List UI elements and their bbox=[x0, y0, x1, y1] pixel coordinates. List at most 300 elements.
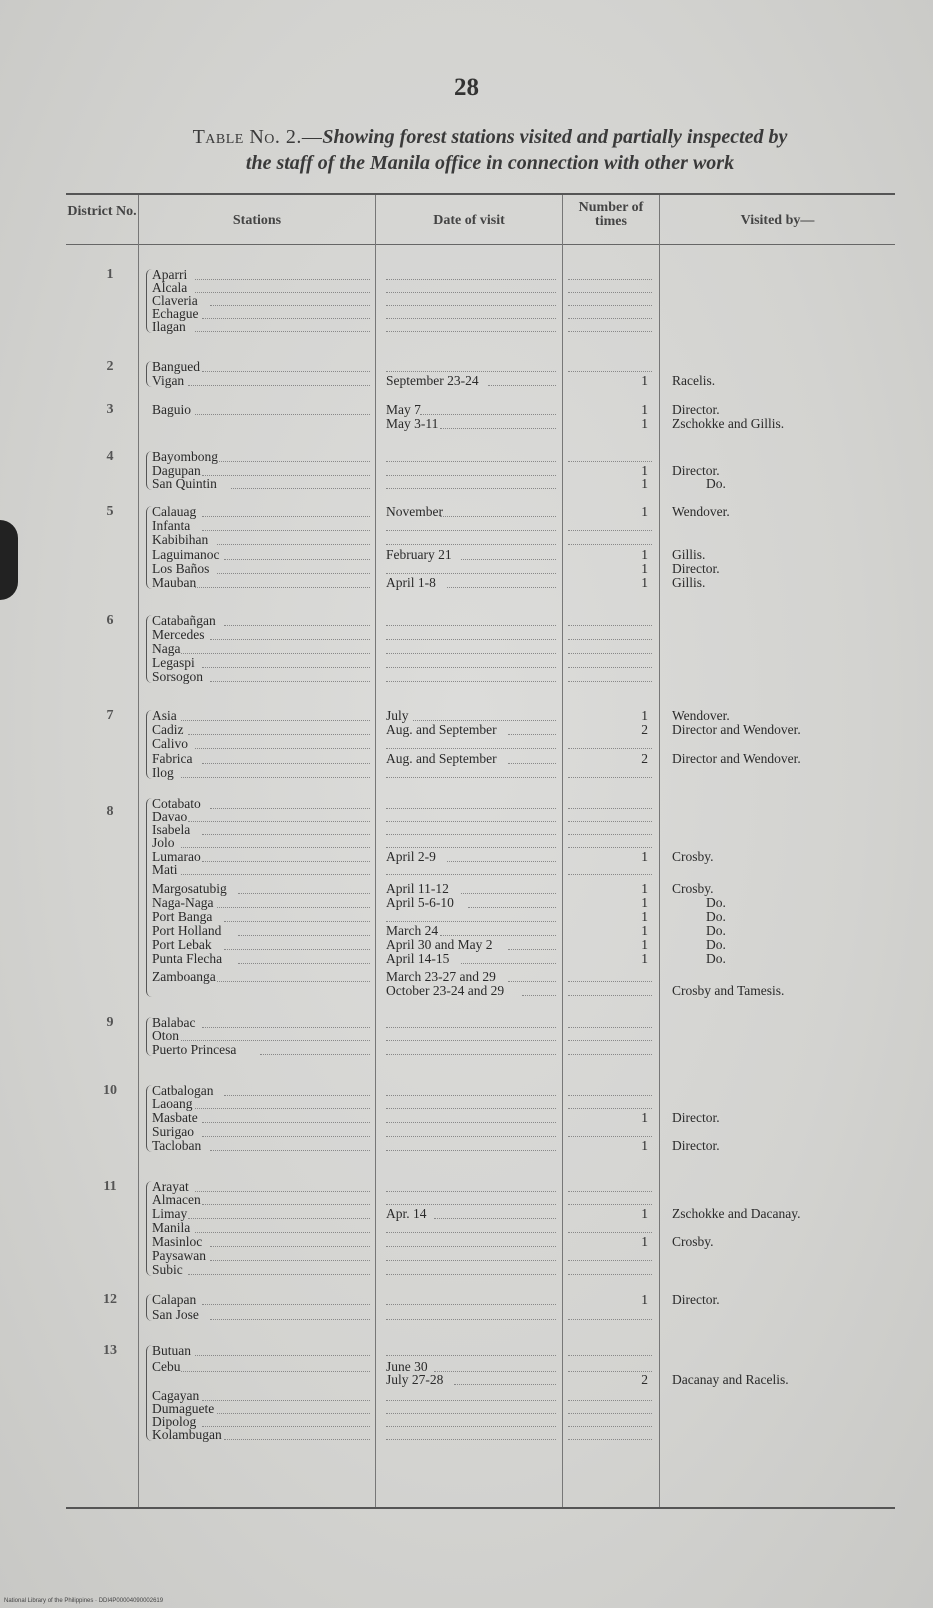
visited-by: Wendover. bbox=[672, 708, 730, 723]
leader-dots bbox=[210, 681, 370, 682]
leader-dots bbox=[568, 544, 652, 545]
column-rule bbox=[375, 195, 376, 1507]
leader-dots bbox=[224, 921, 370, 922]
leader-dots bbox=[195, 1232, 370, 1233]
station-name: Punta Flecha bbox=[152, 951, 223, 966]
leader-dots bbox=[386, 874, 556, 875]
station-name: Puerto Princesa bbox=[152, 1042, 237, 1057]
visited-by: Director and Wendover. bbox=[672, 751, 801, 766]
leader-dots bbox=[386, 808, 556, 809]
district-number: 9 bbox=[106, 1015, 114, 1030]
district-brace bbox=[146, 1017, 152, 1056]
visited-by: Dacanay and Racelis. bbox=[672, 1372, 789, 1387]
visit-count: 1 bbox=[641, 476, 648, 491]
district-number: 7 bbox=[106, 708, 114, 723]
visit-count: 2 bbox=[641, 722, 648, 737]
visit-date: May 7 bbox=[386, 402, 421, 417]
visit-count: 1 bbox=[641, 561, 648, 576]
district-brace bbox=[146, 361, 152, 387]
station-name: Claveria bbox=[152, 293, 198, 308]
visited-by: Crosby. bbox=[672, 1234, 714, 1249]
visit-date: April 30 and May 2 bbox=[386, 937, 493, 952]
leader-dots bbox=[217, 1413, 370, 1414]
leader-dots bbox=[195, 1191, 370, 1192]
leader-dots bbox=[202, 1400, 370, 1401]
visited-by: Director. bbox=[672, 1292, 720, 1307]
leader-dots bbox=[386, 1108, 556, 1109]
district-number: 3 bbox=[106, 402, 114, 417]
leader-dots bbox=[508, 734, 556, 735]
leader-dots bbox=[447, 587, 556, 588]
leader-dots bbox=[568, 1204, 652, 1205]
district-number: 10 bbox=[103, 1083, 117, 1098]
leader-dots bbox=[386, 1355, 556, 1356]
station-name: Naga bbox=[152, 641, 181, 656]
leader-dots bbox=[386, 1204, 556, 1205]
station-name: Bangued bbox=[152, 359, 200, 374]
district-brace bbox=[146, 710, 152, 779]
leader-dots bbox=[568, 1274, 652, 1275]
station-name: Manila bbox=[152, 1220, 191, 1235]
district-number: 12 bbox=[103, 1292, 117, 1307]
visited-by: Director. bbox=[672, 463, 720, 478]
leader-dots bbox=[210, 1246, 370, 1247]
station-name: Kolambugan bbox=[152, 1427, 222, 1442]
caption-line-1: Showing forest stations visited and partially inspected by bbox=[322, 126, 788, 148]
scan-blot bbox=[0, 520, 18, 600]
visit-count: 1 bbox=[641, 402, 648, 417]
leader-dots bbox=[202, 1027, 370, 1028]
leader-dots bbox=[386, 1027, 556, 1028]
station-name: Subic bbox=[152, 1262, 183, 1277]
visit-count: 1 bbox=[641, 909, 648, 924]
leader-dots bbox=[386, 1232, 556, 1233]
station-name: Ilagan bbox=[152, 319, 186, 334]
header-district bbox=[66, 195, 138, 245]
leader-dots bbox=[238, 893, 370, 894]
leader-dots bbox=[386, 305, 556, 306]
leader-dots bbox=[386, 573, 556, 574]
leader-dots bbox=[195, 1355, 370, 1356]
station-name: Dipolog bbox=[152, 1414, 197, 1429]
leader-dots bbox=[181, 777, 370, 778]
leader-dots bbox=[568, 639, 652, 640]
header-times bbox=[563, 195, 659, 245]
visit-count: 1 bbox=[641, 1110, 648, 1125]
visit-date: September 23-24 bbox=[386, 373, 479, 388]
station-name: Fabrica bbox=[152, 751, 193, 766]
leader-dots bbox=[447, 861, 556, 862]
station-name: Legaspi bbox=[152, 655, 195, 670]
visited-by: Director. bbox=[672, 402, 720, 417]
leader-dots bbox=[568, 777, 652, 778]
visited-by: Racelis. bbox=[672, 373, 716, 388]
leader-dots bbox=[386, 1150, 556, 1151]
leader-dots bbox=[508, 949, 556, 950]
station-name: Mati bbox=[152, 862, 178, 877]
page-number: 28 bbox=[454, 74, 479, 101]
station-name: Sorsogon bbox=[152, 669, 204, 684]
leader-dots bbox=[568, 461, 652, 462]
leader-dots bbox=[386, 1122, 556, 1123]
station-name: Mercedes bbox=[152, 627, 205, 642]
stations-table bbox=[66, 193, 895, 1509]
station-name: Almacen bbox=[152, 1192, 201, 1207]
station-name: Butuan bbox=[152, 1343, 191, 1358]
leader-dots bbox=[210, 1319, 370, 1320]
leader-dots bbox=[210, 1150, 370, 1151]
leader-dots bbox=[386, 475, 556, 476]
leader-dots bbox=[568, 1136, 652, 1137]
station-name: Los Baños bbox=[152, 561, 210, 576]
station-name: Dumaguete bbox=[152, 1401, 215, 1416]
visit-count: 1 bbox=[641, 575, 648, 590]
leader-dots bbox=[522, 995, 556, 996]
district-brace bbox=[146, 1294, 152, 1321]
visited-by: Crosby. bbox=[672, 881, 714, 896]
visited-by: Do. bbox=[706, 937, 726, 952]
district-number: 11 bbox=[103, 1179, 117, 1194]
station-name: Cagayan bbox=[152, 1388, 200, 1403]
visited-by: Crosby and Tamesis. bbox=[672, 983, 785, 998]
leader-dots bbox=[386, 847, 556, 848]
visit-count: 1 bbox=[641, 1234, 648, 1249]
station-name: Margosatubig bbox=[152, 881, 227, 896]
leader-dots bbox=[181, 653, 370, 654]
leader-dots bbox=[568, 995, 652, 996]
leader-dots bbox=[181, 847, 370, 848]
leader-dots bbox=[210, 639, 370, 640]
leader-dots bbox=[434, 1371, 556, 1372]
station-name: Limay bbox=[152, 1206, 188, 1221]
visited-by: Gillis. bbox=[672, 575, 706, 590]
visited-by: Director. bbox=[672, 561, 720, 576]
leader-dots bbox=[568, 1413, 652, 1414]
leader-dots bbox=[386, 371, 556, 372]
leader-dots bbox=[195, 1108, 370, 1109]
leader-dots bbox=[188, 734, 370, 735]
leader-dots bbox=[202, 861, 370, 862]
leader-dots bbox=[568, 1095, 652, 1096]
leader-dots bbox=[568, 1191, 652, 1192]
station-name: Aparri bbox=[152, 267, 188, 282]
visit-count: 1 bbox=[641, 1292, 648, 1307]
leader-dots bbox=[568, 279, 652, 280]
visited-by: Director. bbox=[672, 1110, 720, 1125]
leader-dots bbox=[568, 847, 652, 848]
leader-dots bbox=[188, 385, 370, 386]
visit-count: 1 bbox=[641, 849, 648, 864]
station-name: Port Lebak bbox=[152, 937, 212, 952]
leader-dots bbox=[386, 279, 556, 280]
station-name: Cotabato bbox=[152, 796, 201, 811]
visit-count: 2 bbox=[641, 1372, 648, 1387]
leader-dots bbox=[202, 530, 370, 531]
visit-date: April 11-12 bbox=[386, 881, 449, 896]
leader-dots bbox=[217, 981, 370, 982]
station-name: Balabac bbox=[152, 1015, 196, 1030]
visit-date: June 30 bbox=[386, 1359, 428, 1374]
district-number: 6 bbox=[106, 613, 114, 628]
visit-count: 1 bbox=[641, 373, 648, 388]
district-number: 5 bbox=[106, 504, 114, 519]
leader-dots bbox=[188, 821, 370, 822]
header-stations bbox=[139, 195, 375, 245]
leader-dots bbox=[420, 414, 556, 415]
leader-dots bbox=[210, 808, 370, 809]
station-name: Catabañgan bbox=[152, 613, 216, 628]
station-name: Calauag bbox=[152, 504, 197, 519]
visited-by: Do. bbox=[706, 476, 726, 491]
leader-dots bbox=[386, 331, 556, 332]
station-name: Isabela bbox=[152, 822, 191, 837]
leader-dots bbox=[202, 834, 370, 835]
visit-date: April 14-15 bbox=[386, 951, 450, 966]
leader-dots bbox=[568, 331, 652, 332]
leader-dots bbox=[238, 963, 370, 964]
district-brace bbox=[146, 269, 152, 333]
leader-dots bbox=[568, 834, 652, 835]
leader-dots bbox=[386, 625, 556, 626]
leader-dots bbox=[217, 544, 370, 545]
leader-dots bbox=[195, 279, 370, 280]
visited-by: Zschokke and Dacanay. bbox=[672, 1206, 801, 1221]
leader-dots bbox=[568, 1426, 652, 1427]
visit-date: March 23-27 and 29 bbox=[386, 969, 496, 984]
table-caption bbox=[70, 124, 910, 176]
district-brace bbox=[146, 506, 152, 589]
station-name: Dagupan bbox=[152, 463, 201, 478]
leader-dots bbox=[386, 1054, 556, 1055]
leader-dots bbox=[202, 1304, 370, 1305]
station-name: Calivo bbox=[152, 736, 188, 751]
station-name: Arayat bbox=[152, 1179, 189, 1194]
leader-dots bbox=[568, 653, 652, 654]
header-date-label: Date of visit bbox=[433, 213, 505, 228]
leader-dots bbox=[568, 1319, 652, 1320]
district-number: 13 bbox=[103, 1343, 117, 1358]
column-rule bbox=[138, 195, 139, 1507]
leader-dots bbox=[568, 1054, 652, 1055]
leader-dots bbox=[238, 935, 370, 936]
leader-dots bbox=[202, 1122, 370, 1123]
leader-dots bbox=[568, 318, 652, 319]
leader-dots bbox=[224, 949, 370, 950]
caption-lead: Table No. 2.— bbox=[192, 126, 323, 148]
leader-dots bbox=[386, 1274, 556, 1275]
station-name: Port Holland bbox=[152, 923, 222, 938]
visited-by: Zschokke and Gillis. bbox=[672, 416, 785, 431]
station-name: Surigao bbox=[152, 1124, 194, 1139]
leader-dots bbox=[468, 907, 556, 908]
station-name: Asia bbox=[152, 708, 177, 723]
leader-dots bbox=[568, 808, 652, 809]
leader-dots bbox=[568, 1400, 652, 1401]
leader-dots bbox=[386, 1413, 556, 1414]
leader-dots bbox=[461, 963, 556, 964]
leader-dots bbox=[195, 587, 370, 588]
leader-dots bbox=[195, 414, 370, 415]
leader-dots bbox=[568, 1027, 652, 1028]
leader-dots bbox=[568, 1260, 652, 1261]
leader-dots bbox=[386, 530, 556, 531]
leader-dots bbox=[210, 1260, 370, 1261]
leader-dots bbox=[386, 461, 556, 462]
header-stations-label: Stations bbox=[232, 213, 282, 228]
visit-count: 1 bbox=[641, 923, 648, 938]
station-name: Naga-Naga bbox=[152, 895, 214, 910]
district-number: 4 bbox=[106, 449, 114, 464]
leader-dots bbox=[568, 667, 652, 668]
visit-count: 1 bbox=[641, 1138, 648, 1153]
station-name: Zamboanga bbox=[152, 969, 216, 984]
visit-count: 1 bbox=[641, 463, 648, 478]
leader-dots bbox=[568, 748, 652, 749]
header-times-label: Number of times bbox=[578, 200, 644, 229]
leader-dots bbox=[454, 1384, 556, 1385]
leader-dots bbox=[568, 371, 652, 372]
station-name: Alcala bbox=[152, 280, 188, 295]
station-name: Echague bbox=[152, 306, 199, 321]
district-number: 1 bbox=[106, 267, 114, 282]
leader-dots bbox=[386, 653, 556, 654]
visit-date: April 1-8 bbox=[386, 575, 436, 590]
station-name: Laoang bbox=[152, 1096, 193, 1111]
visited-by: Do. bbox=[706, 895, 726, 910]
district-brace bbox=[146, 615, 152, 683]
district-number: 8 bbox=[106, 804, 114, 819]
leader-dots bbox=[188, 1218, 370, 1219]
station-name: Cadiz bbox=[152, 722, 184, 737]
leader-dots bbox=[202, 1426, 370, 1427]
visit-date: February 21 bbox=[386, 547, 452, 562]
leader-dots bbox=[210, 305, 370, 306]
leader-dots bbox=[188, 1274, 370, 1275]
district-brace bbox=[146, 1085, 152, 1152]
leader-dots bbox=[568, 1040, 652, 1041]
visit-date: Aug. and September bbox=[386, 722, 497, 737]
station-name: San Quintin bbox=[152, 476, 217, 491]
leader-dots bbox=[202, 763, 370, 764]
station-name: Davao bbox=[152, 809, 188, 824]
leader-dots bbox=[386, 1040, 556, 1041]
station-name: Mauban bbox=[152, 575, 197, 590]
visited-by: Gillis. bbox=[672, 547, 706, 562]
visited-by: Director and Wendover. bbox=[672, 722, 801, 737]
station-name: Kabibihan bbox=[152, 532, 209, 547]
station-name: Cebu bbox=[152, 1359, 181, 1374]
leader-dots bbox=[231, 488, 370, 489]
station-name: Oton bbox=[152, 1028, 179, 1043]
leader-dots bbox=[386, 921, 556, 922]
district-brace bbox=[146, 1181, 152, 1276]
leader-dots bbox=[181, 1371, 370, 1372]
leader-dots bbox=[386, 748, 556, 749]
district-brace bbox=[146, 798, 152, 997]
leader-dots bbox=[386, 777, 556, 778]
leader-dots bbox=[488, 385, 556, 386]
leader-dots bbox=[568, 821, 652, 822]
leader-dots bbox=[202, 1136, 370, 1137]
leader-dots bbox=[386, 1191, 556, 1192]
leader-dots bbox=[386, 1439, 556, 1440]
visit-date: March 24 bbox=[386, 923, 439, 938]
leader-dots bbox=[224, 559, 370, 560]
visit-date: Aug. and September bbox=[386, 751, 497, 766]
leader-dots bbox=[568, 1232, 652, 1233]
header-date bbox=[376, 195, 562, 245]
station-name: Lumarao bbox=[152, 849, 201, 864]
leader-dots bbox=[386, 1136, 556, 1137]
leader-dots bbox=[195, 292, 370, 293]
leader-dots bbox=[440, 935, 556, 936]
leader-dots bbox=[386, 1400, 556, 1401]
visit-date: November bbox=[386, 504, 443, 519]
leader-dots bbox=[568, 1355, 652, 1356]
leader-dots bbox=[386, 834, 556, 835]
station-name: San Jose bbox=[152, 1307, 199, 1322]
visited-by: Do. bbox=[706, 923, 726, 938]
leader-dots bbox=[386, 639, 556, 640]
district-number: 2 bbox=[106, 359, 114, 374]
leader-dots bbox=[386, 1260, 556, 1261]
leader-dots bbox=[568, 530, 652, 531]
leader-dots bbox=[224, 1439, 370, 1440]
header-visited bbox=[660, 195, 895, 245]
station-name: Baguio bbox=[152, 402, 191, 417]
leader-dots bbox=[568, 681, 652, 682]
library-footer: National Library of the Philippines · DDI4P00004090002619 bbox=[4, 1598, 164, 1604]
leader-dots bbox=[568, 874, 652, 875]
visit-date: April 5-6-10 bbox=[386, 895, 454, 910]
station-name: Catbalogan bbox=[152, 1083, 214, 1098]
leader-dots bbox=[202, 475, 370, 476]
leader-dots bbox=[386, 1304, 556, 1305]
leader-dots bbox=[386, 821, 556, 822]
visit-count: 1 bbox=[641, 951, 648, 966]
leader-dots bbox=[260, 1054, 370, 1055]
leader-dots bbox=[568, 1439, 652, 1440]
leader-dots bbox=[568, 981, 652, 982]
station-name: Port Banga bbox=[152, 909, 213, 924]
visit-count: 1 bbox=[641, 895, 648, 910]
visited-by: Wendover. bbox=[672, 504, 730, 519]
leader-dots bbox=[440, 428, 556, 429]
leader-dots bbox=[568, 1108, 652, 1109]
header-district-label: District No. bbox=[67, 204, 137, 219]
leader-dots bbox=[202, 1204, 370, 1205]
leader-dots bbox=[181, 1040, 370, 1041]
leader-dots bbox=[386, 681, 556, 682]
visit-count: 1 bbox=[641, 708, 648, 723]
visit-count: 1 bbox=[641, 1206, 648, 1221]
visit-date: July 27-28 bbox=[386, 1372, 444, 1387]
leader-dots bbox=[440, 516, 556, 517]
station-name: Laguimanoc bbox=[152, 547, 220, 562]
station-name: Paysawan bbox=[152, 1248, 206, 1263]
visited-by: Crosby. bbox=[672, 849, 714, 864]
leader-dots bbox=[386, 488, 556, 489]
header-visited-label: Visited by— bbox=[740, 213, 815, 228]
leader-dots bbox=[508, 763, 556, 764]
leader-dots bbox=[224, 625, 370, 626]
visited-by: Do. bbox=[706, 951, 726, 966]
leader-dots bbox=[386, 1426, 556, 1427]
district-brace bbox=[146, 1345, 152, 1441]
district-brace bbox=[146, 451, 152, 490]
station-name: Bayombong bbox=[152, 449, 218, 464]
leader-dots bbox=[386, 1095, 556, 1096]
